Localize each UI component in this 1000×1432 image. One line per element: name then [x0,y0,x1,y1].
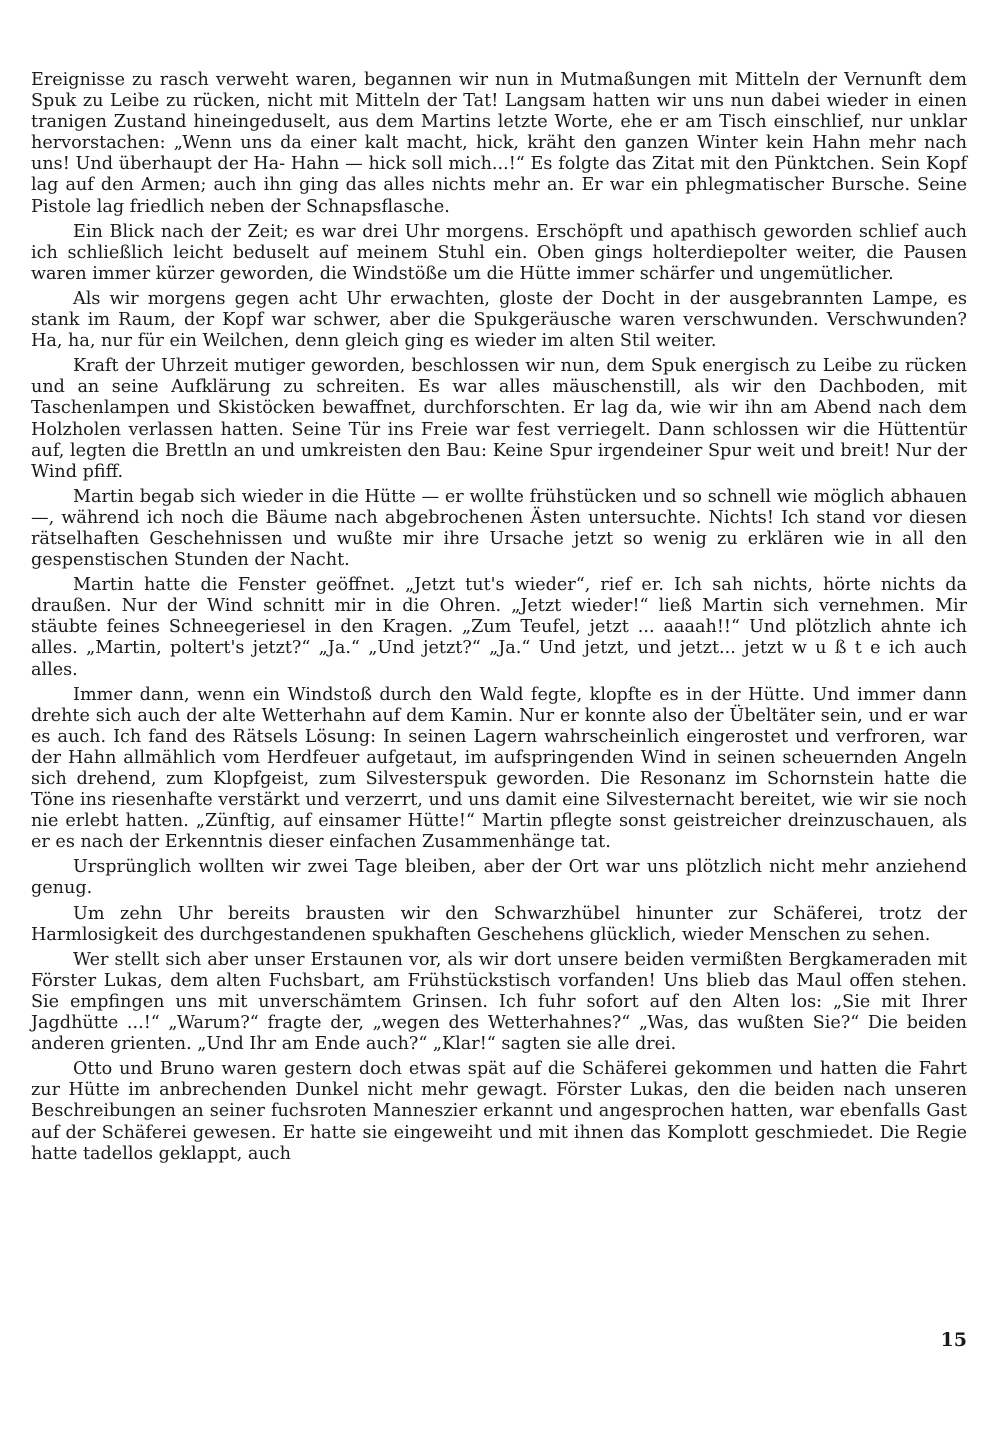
paragraph-2: Ein Blick nach der Zeit; es war drei Uhr morgens. Erschöpft und apathisch geworden schlief auch ich schließlich leicht beduselt auf meinem Stuhl ein. Oben gings holterdiepolter weiter, die Pausen waren immer kürzer geworden, die Windstöße um die Hütte immer schärfer und ungemütlicher. [31,221,967,284]
paragraph-4: Kraft der Uhrzeit mutiger geworden, beschlossen wir nun, dem Spuk energisch zu Leibe zu rücken und an seine Aufklärung zu schreiten. Es war alles mäuschenstill, als wir den Dachboden, mit Taschenlampen und Skistöcken bewaffnet, durchforschten. Er lag da, wie wir ihn am Abend nach dem Holzholen verlassen hatten. Seine Tür ins Freie war fest verriegelt. Dann schlossen wir die Hüttentür auf, legten die Brettln an und umkreisten den Bau: Keine Spur irgendeiner Spur weit und breit! Nur der Wind pfiff. [31,356,967,482]
paragraph-8: Ursprünglich wollten wir zwei Tage bleiben, aber der Ort war uns plötzlich nicht mehr anziehend genug. [31,857,967,899]
paragraph-3: Als wir morgens gegen acht Uhr erwachten, gloste der Docht in der ausgebrannten Lampe, es stank im Raum, der Kopf war schwer, aber die Spukgeräusche waren verschwunden. Verschwunden? Ha, ha, nur für ein Weilchen, denn gleich ging es wieder im alten Stil weiter. [31,288,967,352]
paragraph-7: Immer dann, wenn ein Windstoß durch den Wald fegte, klopfte es in der Hütte. Und immer dann drehte sich auch der alte Wetterhahn auf dem Kamin. Nur er konnte also der Übeltäter sein, und er war es auch. Ich fand des Rätsels Lösung: In seinen Lagern wahrscheinlich eingerostet und verfroren, war der Hahn allmählich vom Herdfeuer aufgetaut, im aufspringenden Wind in seinen scheuernden Angeln sich drehend, zum Klopfgeist, zum Silvesterspuk geworden. Die Resonanz im Schornstein hatte die Töne ins riesenhafte verstärkt und verzerrt, und uns damit eine Silvesternacht bereitet, wie wir sie noch nie erlebt hatten. „Zünftig, auf einsamer Hütte!“ Martin pflegte sonst geistreicher dreinzuschauen, als er es nach der Erkenntnis dieser einfachen Zusammenhänge tat. [31,684,967,853]
paragraph-10: Wer stellt sich aber unser Erstaunen vor, als wir dort unsere beiden vermißten Bergkameraden mit Förster Lukas, dem alten Fuchsbart, am Frühstückstisch vorfanden! Uns blieb das Maul offen stehen. Sie empfingen uns mit unverschämtem Grinsen. Ich fuhr sofort auf den Alten los: „Sie mit Ihrer Jagdhütte ...!“ „Warum?“ fragte der, „wegen des Wetterhahnes?“ „Was, das wußten Sie?“ Die beiden anderen grienten. „Und Ihr am Ende auch?“ „Klar!“ sagten sie alle drei. [31,949,967,1055]
paragraph-11: Otto und Bruno waren gestern doch etwas spät auf die Schäferei gekommen und hatten die Fahrt zur Hütte im anbrechenden Dunkel nicht mehr gewagt. Förster Lukas, den die beiden nach unseren Beschreibungen an seiner fuchsroten Manneszier erkannt und angesprochen hatten, war ebenfalls Gast auf der Schäferei gewesen. Er hatte sie eingeweiht und mit ihnen das Komplott geschmiedet. Die Regie hatte tadellos geklappt, auch [31,1059,967,1164]
page-body [31,70,967,1169]
page-number: 15 [940,1329,967,1351]
paragraph-5: Martin begab sich wieder in die Hütte — er wollte frühstücken und so schnell wie möglich abhauen —, während ich noch die Bäume nach abgebrochenen Ästen untersuchte. Nichts! Ich stand vor diesen rätselhaften Geschehnissen und wußte mir ihre Ursache jetzt so wenig zu erklären wie in all den gespenstischen Stunden der Nacht. [31,486,967,571]
paragraph-9: Um zehn Uhr bereits brausten wir den Schwarzhübel hinunter zur Schäferei, trotz der Harmlosigkeit des durchgestandenen spukhaften Geschehens glücklich, wieder Menschen zu sehen. [31,903,967,945]
paragraph-6: Martin hatte die Fenster geöffnet. „Jetzt tut's wieder“, rief er. Ich sah nichts, hörte nichts da draußen. Nur der Wind schnitt mir in die Ohren. „Jetzt wieder!“ ließ Martin sich vernehmen. Mir stäubte feines Schneegeriesel in den Kragen. „Zum Teufel, jetzt ... aaaah!!“ Und plötzlich ahnte ich alles. „Martin, poltert's jetzt?“ „Ja.“ „Und jetzt?“ „Ja.“ Und jetzt, und jetzt... jetzt w u ß t e ich auch alles. [31,575,967,680]
paragraph-1: Ereignisse zu rasch verweht waren, begannen wir nun in Mutmaßungen mit Mitteln der Vernunft dem Spuk zu Leibe zu rücken, nicht mit Mitteln der Tat! Langsam hatten wir uns nun dabei wieder in einen tranigen Zustand hineingeduselt, aus dem Martins letzte Worte, ehe er am Tisch einschlief, nur unklar hervorstachen: „Wenn uns da einer kalt macht, hick, kräht den ganzen Winter kein Hahn mehr nach uns! Und überhaupt der Ha- Hahn — hick soll mich...!“ Es folgte das Zitat mit den Pünktchen. Sein Kopf lag auf den Armen; auch ihn ging das alles nichts mehr an. Er war ein phlegmatischer Bursche. Seine Pistole lag friedlich neben der Schnapsflasche. [31,70,967,217]
